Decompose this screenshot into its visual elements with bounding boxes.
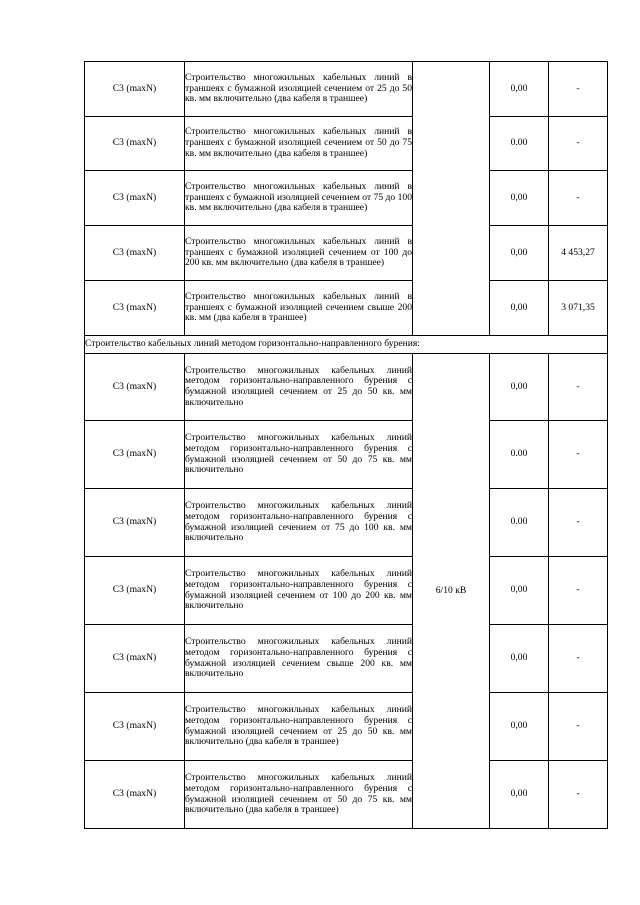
rate-code: С3 (maxN) — [85, 761, 185, 829]
table-row — [85, 62, 608, 117]
work-description: Строительство многожильных кабельных линий методом горизонтально-направленного бурения с бумажной изоляцией сечением от 100 до 200 кв. мм включительно — [185, 557, 413, 625]
value-cell: 0.00 — [490, 421, 549, 489]
rate-code: С3 (maxN) — [85, 171, 185, 226]
table-row — [85, 226, 608, 281]
value-cell: 0,00 — [490, 171, 549, 226]
price-cell: - — [549, 62, 608, 117]
rate-code: С3 (maxN) — [85, 226, 185, 281]
tariff-table — [84, 61, 608, 829]
value-cell: 0,00 — [490, 557, 549, 625]
value-cell: 0,00 — [490, 625, 549, 693]
tariff-table-body — [85, 62, 608, 829]
price-cell: - — [549, 171, 608, 226]
voltage-class: 6/10 кВ — [413, 354, 490, 829]
value-cell: 0,00 — [490, 62, 549, 117]
work-description: Строительство многожильных кабельных линий в траншеях с бумажной изоляцией сечением от 100 до 200 кв. мм включительно (два кабеля в траншее) — [185, 226, 413, 281]
section-title: Строительство кабельных линий методом горизонтально-направленного бурения: — [85, 336, 608, 354]
price-cell: - — [549, 354, 608, 421]
rate-code: С3 (maxN) — [85, 693, 185, 761]
table-row — [85, 625, 608, 693]
price-cell: - — [549, 117, 608, 171]
table-row — [85, 557, 608, 625]
table-row — [85, 693, 608, 761]
price-cell: - — [549, 625, 608, 693]
table-row — [85, 281, 608, 336]
table-row — [85, 354, 608, 421]
value-cell: 0,00 — [490, 761, 549, 829]
table-row — [85, 761, 608, 829]
work-description: Строительство многожильных кабельных линий методом горизонтально-направленного бурения с бумажной изоляцией сечением от 50 до 75 кв. мм включительно — [185, 421, 413, 489]
work-description: Строительство многожильных кабельных линий методом горизонтально-направленного бурения с бумажной изоляцией сечением от 50 до 75 кв. мм включительно (два кабеля в траншее) — [185, 761, 413, 829]
rate-code: С3 (maxN) — [85, 557, 185, 625]
price-cell: - — [549, 557, 608, 625]
table-row — [85, 117, 608, 171]
table-row — [85, 489, 608, 557]
work-description: Строительство многожильных кабельных линий методом горизонтально-направленного бурения с бумажной изоляцией сечением от 25 до 50 кв. мм включительно — [185, 354, 413, 421]
work-description: Строительство многожильных кабельных линий в траншеях с бумажной изоляцией сечением от 75 до 100 кв. мм включительно (два кабеля в траншее) — [185, 171, 413, 226]
price-cell: - — [549, 761, 608, 829]
value-cell: 0,00 — [490, 281, 549, 336]
rate-code: С3 (maxN) — [85, 489, 185, 557]
table-row — [85, 171, 608, 226]
rate-code: С3 (maxN) — [85, 421, 185, 489]
rate-code: С3 (maxN) — [85, 625, 185, 693]
value-cell: 0.00 — [490, 117, 549, 171]
price-cell: 3 071,35 — [549, 281, 608, 336]
rate-code: С3 (maxN) — [85, 354, 185, 421]
value-cell: 0.00 — [490, 489, 549, 557]
table-row — [85, 421, 608, 489]
price-cell: 4 453,27 — [549, 226, 608, 281]
price-cell: - — [549, 421, 608, 489]
work-description: Строительство многожильных кабельных линий в траншеях с бумажной изоляцией сечением от 25 до 50 кв. мм включительно (два кабеля в траншее) — [185, 62, 413, 117]
section-row — [85, 336, 608, 354]
value-cell: 0,00 — [490, 226, 549, 281]
value-cell: 0,00 — [490, 693, 549, 761]
work-description: Строительство многожильных кабельных линий в траншеях с бумажной изоляцией сечением свыше 200 кв. мм (два кабеля в траншее) — [185, 281, 413, 336]
voltage-cell-empty — [413, 62, 490, 336]
work-description: Строительство многожильных кабельных линий методом горизонтально-направленного бурения с бумажной изоляцией сечением от 75 до 100 кв. мм включительно — [185, 489, 413, 557]
value-cell: 0,00 — [490, 354, 549, 421]
rate-code: С3 (maxN) — [85, 62, 185, 117]
price-cell: - — [549, 489, 608, 557]
work-description: Строительство многожильных кабельных линий методом горизонтально-направленного бурения с бумажной изоляцией сечением от 25 до 50 кв. мм включительно (два кабеля в траншее) — [185, 693, 413, 761]
work-description: Строительство многожильных кабельных линий в траншеях с бумажной изоляцией сечением от 50 до 75 кв. мм включительно (два кабеля в траншее) — [185, 117, 413, 171]
rate-code: С3 (maxN) — [85, 117, 185, 171]
rate-code: С3 (maxN) — [85, 281, 185, 336]
work-description: Строительство многожильных кабельных линий методом горизонтально-направленного бурения с бумажной изоляцией сечением свыше 200 кв. мм включительно — [185, 625, 413, 693]
price-cell: - — [549, 693, 608, 761]
